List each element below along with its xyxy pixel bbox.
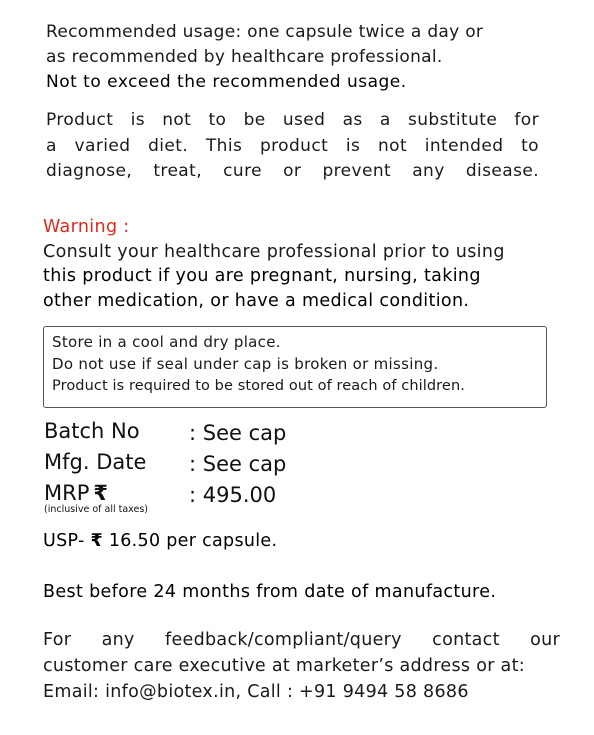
disclaimer-section bbox=[46, 108, 539, 185]
disclaimer-line-2: a varied diet. This product is not intended to bbox=[46, 135, 539, 156]
usp-text: 16.50 per capsule. bbox=[102, 531, 278, 551]
usp-line bbox=[43, 529, 277, 553]
warning-line-3: other medication, or have a medical condition. bbox=[43, 290, 470, 311]
contact-line-2: customer care executive at marketer’s address or at: bbox=[43, 656, 525, 676]
warning-title: Warning : bbox=[43, 217, 130, 237]
disclaimer-line-3: diagnose, treat, cure or prevent any disease. bbox=[46, 161, 539, 181]
rupee-icon: ₹ bbox=[90, 531, 103, 551]
usage-line-2: as recommended by healthcare professional. bbox=[46, 47, 443, 67]
contact-line-3: Email: info@biotex.in, Call : +91 9494 58 8686 bbox=[43, 682, 469, 702]
product-facts bbox=[44, 417, 344, 515]
storage-box bbox=[43, 326, 547, 408]
mfg-row bbox=[44, 448, 344, 479]
batch-row bbox=[44, 417, 344, 448]
warning-line-2: this product if you are pregnant, nursing, taking bbox=[43, 266, 481, 286]
batch-value: : See cap bbox=[189, 421, 287, 445]
warning-line-1: Consult your healthcare professional prior to using bbox=[43, 241, 505, 262]
rupee-icon: ₹ bbox=[93, 481, 108, 505]
usage-line-1: Recommended usage: one capsule twice a day or bbox=[46, 22, 484, 42]
usage-limit-line: Not to exceed the recommended usage. bbox=[46, 72, 407, 92]
storage-line-1: Store in a cool and dry place. bbox=[52, 333, 281, 351]
batch-label: Batch No bbox=[44, 419, 140, 443]
mrp-label-group bbox=[44, 479, 108, 507]
disclaimer-line-1: Product is not to be used as a substitute for bbox=[46, 110, 539, 130]
mrp-value: : 495.00 bbox=[189, 483, 277, 507]
mrp-tax-note: (inclusive of all taxes) bbox=[44, 504, 148, 515]
usp-prefix: USP- bbox=[43, 531, 91, 551]
storage-line-3: Product is required to be stored out of reach of children. bbox=[52, 378, 465, 394]
storage-line-2: Do not use if seal under cap is broken or missing. bbox=[52, 355, 439, 373]
contact-line-1: For any feedback/compliant/query contact our bbox=[43, 630, 560, 650]
usage-section bbox=[46, 20, 546, 95]
mfg-label: Mfg. Date bbox=[44, 450, 147, 474]
mfg-value: : See cap bbox=[189, 452, 287, 476]
mrp-label: MRP bbox=[44, 481, 90, 505]
contact-section bbox=[43, 627, 560, 705]
warning-section bbox=[43, 215, 558, 313]
best-before: Best before 24 months from date of manufacture. bbox=[43, 582, 497, 602]
